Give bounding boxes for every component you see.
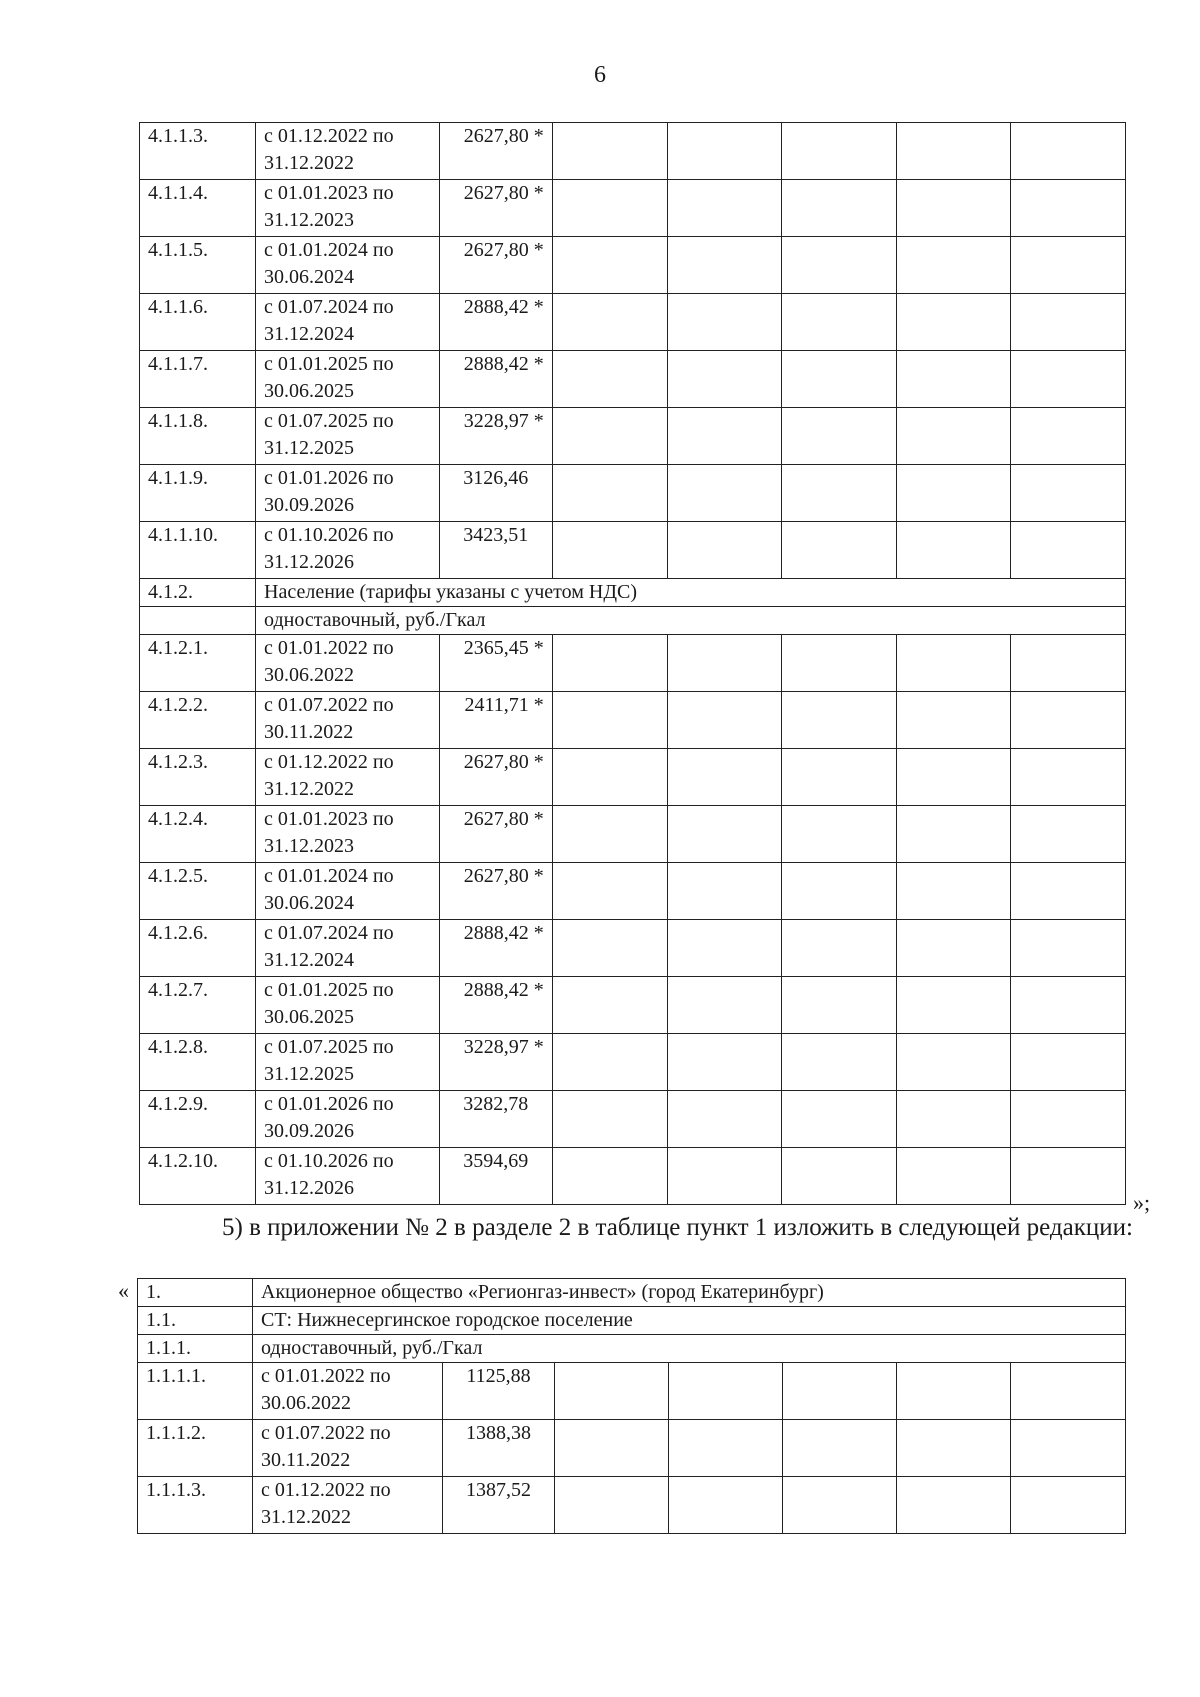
empty-cell [667,237,781,294]
tariff-value: 2627,80 * [439,863,552,920]
row-number: 4.1.1.3. [140,123,256,180]
empty-cell [552,1148,667,1205]
period-end: 30.06.2024 [264,892,355,914]
table-row [140,692,1126,749]
table-row [140,977,1126,1034]
row-number: 4.1.1.8. [140,408,256,465]
table-row [140,123,1126,180]
period-cell [253,1477,443,1534]
tariff-value: 3228,97 * [439,408,552,465]
empty-cell [1010,977,1125,1034]
row-number: 4.1.2.10. [140,1148,256,1205]
period-start: с 01.01.2024 по [264,239,394,261]
period-start: с 01.10.2026 по [264,524,394,546]
row-number: 4.1.1.9. [140,465,256,522]
period-cell [256,294,440,351]
empty-cell [1010,294,1125,351]
period-start: с 01.07.2024 по [264,296,394,318]
empty-cell [896,237,1010,294]
table-row [138,1335,1126,1363]
empty-cell [669,1477,783,1534]
page-number: 6 [594,62,606,88]
period-end: 31.12.2023 [264,209,355,231]
section-header: Акционерное общество «Регионгаз-инвест» (город Екатеринбург) [253,1279,1126,1307]
table-row [140,180,1126,237]
row-number: 4.1.1.6. [140,294,256,351]
period-cell [256,1034,440,1091]
period-cell [256,465,440,522]
tariff-value: 2888,42 * [439,294,552,351]
period-start: с 01.01.2022 по [261,1365,391,1387]
period-cell [256,522,440,579]
tariff-value: 3126,46 [439,465,552,522]
tariff-value: 2627,80 * [439,749,552,806]
empty-cell [896,863,1010,920]
period-end: 30.06.2022 [261,1392,351,1414]
table-row [140,1148,1126,1205]
table-row [140,522,1126,579]
empty-cell [552,920,667,977]
empty-cell [555,1420,669,1477]
table-row [140,920,1126,977]
period-start: с 01.01.2026 по [264,467,394,489]
empty-cell [552,123,667,180]
empty-cell [896,749,1010,806]
row-number: 4.1.1.4. [140,180,256,237]
empty-cell [1010,863,1125,920]
period-end: 31.12.2026 [264,1177,355,1199]
empty-cell [667,635,781,692]
row-number: 1.1.1.1. [138,1363,253,1420]
empty-cell [667,180,781,237]
period-start: с 01.01.2024 по [264,865,394,887]
empty-cell [1010,123,1125,180]
empty-cell [1010,465,1125,522]
row-number: 4.1.1.7. [140,351,256,408]
period-start: с 01.01.2025 по [264,353,394,375]
period-cell [256,692,440,749]
empty-cell [667,522,781,579]
empty-cell [896,123,1010,180]
table-row [140,408,1126,465]
row-number: 1. [138,1279,253,1307]
period-end: 30.06.2025 [264,380,355,402]
row-number: 4.1.2. [140,579,256,607]
empty-cell [555,1477,669,1534]
period-start: с 01.01.2023 по [264,182,394,204]
period-end: 30.09.2026 [264,1120,355,1142]
empty-cell [667,465,781,522]
empty-cell [896,351,1010,408]
empty-cell [667,863,781,920]
table-row [140,465,1126,522]
period-end: 30.06.2024 [264,266,355,288]
table-row [140,863,1126,920]
row-number: 1.1.1.3. [138,1477,253,1534]
empty-cell [1010,1091,1125,1148]
empty-cell [552,749,667,806]
period-cell [256,351,440,408]
period-end: 31.12.2026 [264,551,355,573]
tariff-value: 2627,80 * [439,806,552,863]
empty-cell [781,351,896,408]
empty-cell [669,1420,783,1477]
empty-cell [781,635,896,692]
empty-cell [667,1034,781,1091]
empty-cell [552,294,667,351]
empty-cell [669,1363,783,1420]
period-end: 31.12.2024 [264,949,355,971]
period-start: с 01.01.2023 по [264,808,394,830]
period-end: 31.12.2024 [264,323,355,345]
table-row [138,1420,1126,1477]
tariff-value: 2888,42 * [439,351,552,408]
empty-cell [552,1034,667,1091]
empty-cell [667,1148,781,1205]
empty-cell [1011,1477,1126,1534]
tariff-value: 2411,71 * [439,692,552,749]
empty-cell [781,692,896,749]
empty-cell [897,1420,1011,1477]
empty-cell [896,635,1010,692]
period-end: 30.11.2022 [264,721,354,743]
empty-cell [781,408,896,465]
opening-quote: « [118,1278,129,1303]
empty-cell [552,692,667,749]
period-end: 30.11.2022 [261,1449,351,1471]
row-number: 1.1.1.2. [138,1420,253,1477]
empty-cell [552,465,667,522]
period-start: с 01.07.2024 по [264,922,394,944]
empty-cell [1010,920,1125,977]
empty-cell [1010,1148,1125,1205]
period-cell [256,1091,440,1148]
table-row [140,635,1126,692]
empty-cell [667,692,781,749]
period-cell [256,749,440,806]
empty-cell [552,351,667,408]
table-row [140,237,1126,294]
empty-cell [667,977,781,1034]
empty-cell [1011,1420,1126,1477]
period-cell [256,806,440,863]
table-row [138,1477,1126,1534]
empty-cell [552,180,667,237]
empty-cell [781,522,896,579]
empty-cell [896,294,1010,351]
empty-cell [781,123,896,180]
empty-cell [552,408,667,465]
period-end: 31.12.2022 [261,1506,351,1528]
empty-cell [552,806,667,863]
empty-cell [1010,692,1125,749]
empty-cell [667,920,781,977]
row-number [140,607,256,635]
empty-cell [781,977,896,1034]
tariff-value: 2888,42 * [439,920,552,977]
period-start: с 01.07.2022 по [261,1422,391,1444]
section-header: СТ: Нижнесергинское городское поселение [253,1307,1126,1335]
tariff-value: 2627,80 * [439,237,552,294]
tariff-value: 2627,80 * [439,180,552,237]
row-number: 1.1. [138,1307,253,1335]
row-number: 4.1.1.5. [140,237,256,294]
row-number: 4.1.2.1. [140,635,256,692]
row-number: 4.1.2.4. [140,806,256,863]
empty-cell [781,294,896,351]
period-cell [256,123,440,180]
empty-cell [667,408,781,465]
tariff-value: 2888,42 * [439,977,552,1034]
empty-cell [667,806,781,863]
table-row [138,1363,1126,1420]
period-cell [256,408,440,465]
period-cell [253,1420,443,1477]
period-start: с 01.12.2022 по [264,125,394,147]
period-start: с 01.07.2025 по [264,1036,394,1058]
empty-cell [897,1477,1011,1534]
period-end: 31.12.2022 [264,152,355,174]
empty-cell [781,749,896,806]
empty-cell [896,522,1010,579]
empty-cell [1010,237,1125,294]
empty-cell [781,806,896,863]
period-end: 30.06.2025 [264,1006,355,1028]
tariff-value: 2365,45 * [439,635,552,692]
period-cell [253,1363,443,1420]
empty-cell [667,1091,781,1148]
table-row [140,806,1126,863]
empty-cell [1010,806,1125,863]
period-end: 31.12.2025 [264,437,355,459]
table-row [140,579,1126,607]
empty-cell [897,1363,1011,1420]
period-start: с 01.07.2022 по [264,694,394,716]
tariff-value: 3594,69 [439,1148,552,1205]
period-start: с 01.01.2025 по [264,979,394,1001]
period-end: 30.06.2022 [264,664,355,686]
empty-cell [781,863,896,920]
empty-cell [667,294,781,351]
tariff-table-bottom [137,1278,1126,1534]
period-start: с 01.12.2022 по [264,751,394,773]
table-row [140,1034,1126,1091]
empty-cell [667,749,781,806]
empty-cell [783,1420,897,1477]
empty-cell [1010,635,1125,692]
closing-quote: »; [1133,1190,1151,1215]
empty-cell [896,692,1010,749]
tariff-value: 3423,51 [439,522,552,579]
row-number: 4.1.2.3. [140,749,256,806]
empty-cell [552,237,667,294]
period-end: 30.09.2026 [264,494,355,516]
period-cell [256,863,440,920]
empty-cell [552,863,667,920]
period-start: с 01.10.2026 по [264,1150,394,1172]
empty-cell [1010,408,1125,465]
period-start: с 01.01.2022 по [264,637,394,659]
row-number: 4.1.1.10. [140,522,256,579]
empty-cell [896,408,1010,465]
empty-cell [552,522,667,579]
empty-cell [1011,1363,1126,1420]
empty-cell [781,920,896,977]
period-cell [256,635,440,692]
period-start: с 01.01.2026 по [264,1093,394,1115]
empty-cell [896,806,1010,863]
empty-cell [896,1034,1010,1091]
empty-cell [1010,749,1125,806]
tariff-value: 3228,97 * [439,1034,552,1091]
empty-cell [896,1091,1010,1148]
row-number: 4.1.2.7. [140,977,256,1034]
empty-cell [896,977,1010,1034]
empty-cell [896,1148,1010,1205]
row-number: 4.1.2.9. [140,1091,256,1148]
empty-cell [781,1091,896,1148]
table-row [140,607,1126,635]
empty-cell [1010,522,1125,579]
section-header: одноставочный, руб./Гкал [253,1335,1126,1363]
row-number: 4.1.2.8. [140,1034,256,1091]
tariff-value: 2627,80 * [439,123,552,180]
table-row [140,1091,1126,1148]
empty-cell [781,237,896,294]
empty-cell [783,1363,897,1420]
empty-cell [1010,180,1125,237]
empty-cell [667,123,781,180]
period-start: с 01.12.2022 по [261,1479,391,1501]
empty-cell [781,465,896,522]
empty-cell [667,351,781,408]
period-cell [256,180,440,237]
empty-cell [783,1477,897,1534]
empty-cell [552,977,667,1034]
row-number: 4.1.2.6. [140,920,256,977]
table-row [140,294,1126,351]
period-cell [256,1148,440,1205]
empty-cell [896,920,1010,977]
period-cell [256,977,440,1034]
period-end: 31.12.2022 [264,778,355,800]
empty-cell [1010,351,1125,408]
tariff-value: 3282,78 [439,1091,552,1148]
empty-cell [781,180,896,237]
row-number: 4.1.2.2. [140,692,256,749]
amendment-paragraph: 5) в приложении № 2 в разделе 2 в таблице пункт 1 изложить в следующей редакции: [222,1214,1133,1241]
tariff-table-top [139,122,1126,1205]
tariff-value: 1387,52 [443,1477,555,1534]
period-end: 31.12.2023 [264,835,355,857]
period-cell [256,237,440,294]
empty-cell [896,180,1010,237]
table-row [138,1307,1126,1335]
tariff-value: 1388,38 [443,1420,555,1477]
empty-cell [1010,1034,1125,1091]
tariff-value: 1125,88 [443,1363,555,1420]
period-cell [256,920,440,977]
empty-cell [896,465,1010,522]
section-header: одноставочный, руб./Гкал [256,607,1126,635]
empty-cell [552,1091,667,1148]
table-row [138,1279,1126,1307]
empty-cell [781,1148,896,1205]
row-number: 4.1.2.5. [140,863,256,920]
table-row [140,749,1126,806]
period-start: с 01.07.2025 по [264,410,394,432]
empty-cell [555,1363,669,1420]
period-end: 31.12.2025 [264,1063,355,1085]
empty-cell [781,1034,896,1091]
section-header: Население (тарифы указаны с учетом НДС) [256,579,1126,607]
row-number: 1.1.1. [138,1335,253,1363]
empty-cell [552,635,667,692]
table-row [140,351,1126,408]
